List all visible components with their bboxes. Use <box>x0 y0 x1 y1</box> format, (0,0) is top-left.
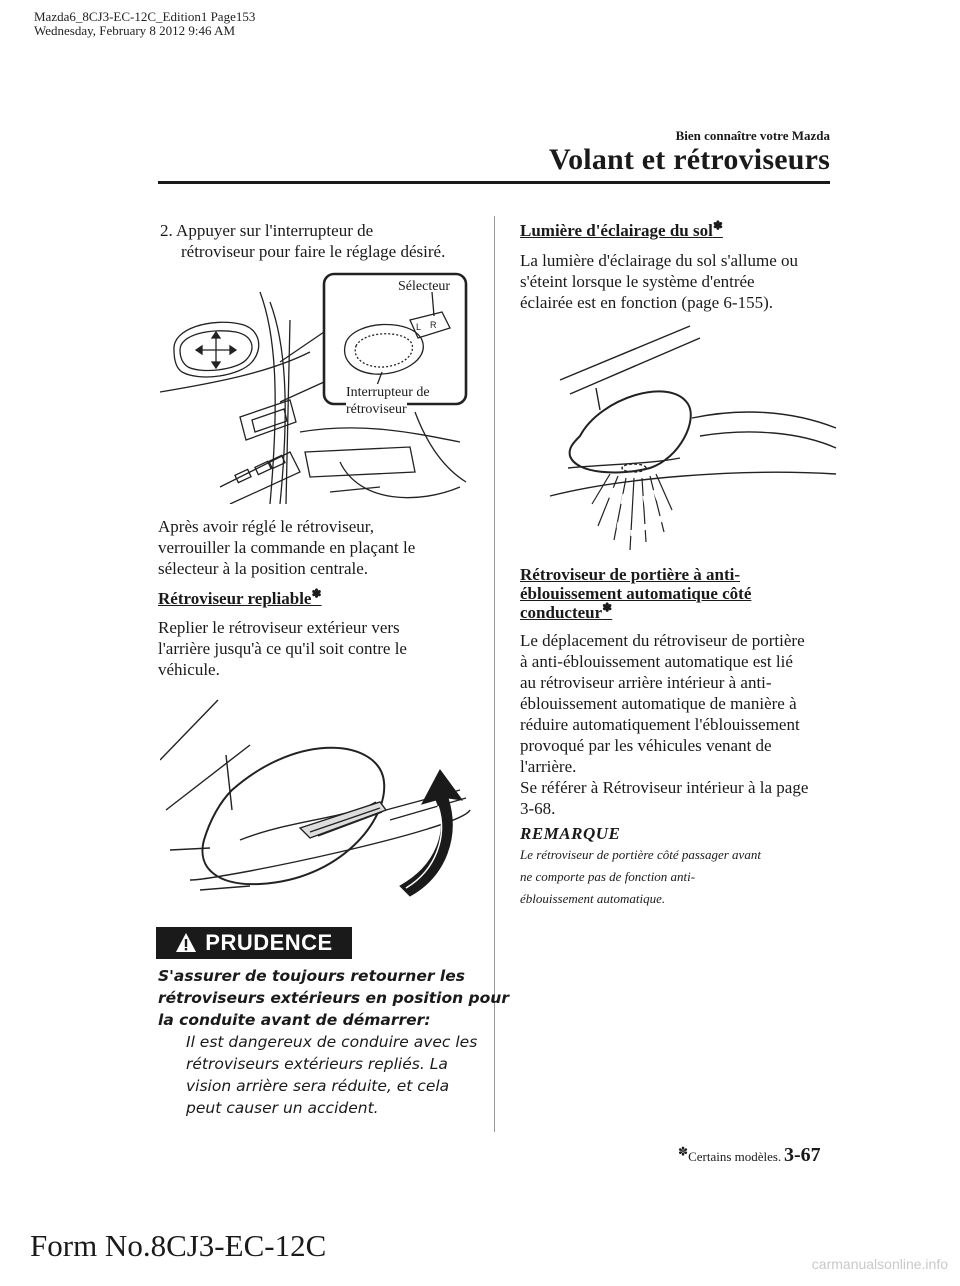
caution-bold-line: rétroviseurs extérieurs en position pour <box>158 989 509 1007</box>
star-icon: ✽ <box>712 218 723 233</box>
label-mirror-switch-2: rétroviseur <box>346 402 407 417</box>
after-adjust-line: sélecteur à la position centrale. <box>158 559 369 578</box>
star-icon: ✽ <box>311 586 322 601</box>
header-rule <box>158 181 830 184</box>
print-meta-line2: Wednesday, February 8 2012 9:46 AM <box>34 23 236 38</box>
auto-dimming-line: Le déplacement du rétroviseur de portière <box>520 631 805 650</box>
heading-auto-dimming-line: éblouissement automatique côté <box>520 584 752 603</box>
step-2-line2: rétroviseur pour faire le réglage désiré. <box>181 242 446 261</box>
star-icon: ✽ <box>678 1144 689 1159</box>
remark-heading: REMARQUE <box>520 824 621 843</box>
remark-line: ne comporte pas de fonction anti- <box>520 869 696 884</box>
caution-bold-line: la conduite avant de démarrer: <box>158 1011 431 1029</box>
heading-ground-light-text: Lumière d'éclairage du sol <box>520 221 713 240</box>
after-adjust-line: verrouiller la commande en plaçant le <box>158 538 416 557</box>
heading-auto-dimming-mirror <box>520 565 751 622</box>
auto-dimming-line: réduire automatiquement l'éblouissement <box>520 715 800 734</box>
heading-auto-dimming-line: Rétroviseur de portière à anti- <box>520 565 741 584</box>
caution-bold-paragraph <box>158 965 509 1031</box>
after-adjust-line: Après avoir réglé le rétroviseur, <box>158 517 374 536</box>
auto-dimming-line: Se référer à Rétroviseur intérieur à la page <box>520 778 809 797</box>
ground-light-line: s'éteint lorsque le système d'entrée <box>520 272 755 291</box>
heading-folding-mirror-text: Rétroviseur repliable <box>158 589 312 608</box>
heading-auto-dimming-line: conducteur <box>520 603 603 622</box>
heading-auto-dimming-line-last <box>520 600 751 622</box>
label-mirror-switch-1: Interrupteur de <box>346 385 430 400</box>
caution-text-line: peut causer un accident. <box>186 1099 379 1117</box>
auto-dimming-line: au rétroviseur arrière intérieur à anti- <box>520 673 772 692</box>
page-number: 3-67 <box>784 1144 821 1166</box>
auto-dimming-paragraph <box>520 630 808 819</box>
form-number: Form No.8CJ3-EC-12C <box>30 1228 327 1263</box>
warning-icon <box>175 932 197 954</box>
ground-light-paragraph <box>520 250 798 313</box>
auto-dimming-line: provoqué par les véhicules venant de <box>520 736 772 755</box>
caution-text-line: rétroviseurs extérieurs repliés. La <box>186 1055 448 1073</box>
auto-dimming-line: 3-68. <box>520 799 556 818</box>
heading-folding-mirror <box>158 586 322 608</box>
star-icon: ✽ <box>602 600 613 615</box>
heading-ground-light <box>520 218 723 240</box>
ground-light-illustration <box>540 318 840 554</box>
footnote-text: Certains modèles. <box>688 1149 782 1164</box>
label-selector: Sélecteur <box>398 279 451 294</box>
caution-text-paragraph <box>186 1031 477 1119</box>
remark-line: éblouissement automatique. <box>520 891 666 906</box>
caution-text-line: Il est dangereux de conduire avec les <box>186 1033 478 1051</box>
figure-folding-mirror <box>160 690 480 900</box>
figure-ground-light <box>540 318 840 554</box>
caution-text-line: vision arrière sera réduite, et cela <box>186 1077 450 1095</box>
auto-dimming-line: à anti-éblouissement automatique est lié <box>520 652 793 671</box>
remark-line: Le rétroviseur de portière côté passager avant <box>520 847 761 862</box>
svg-text:R: R <box>430 320 437 330</box>
ground-light-line: éclairée est en fonction (page 6-155). <box>520 293 773 312</box>
after-adjust-paragraph <box>158 516 415 579</box>
svg-text:L: L <box>416 322 422 332</box>
print-meta-line1: Mazda6_8CJ3-EC-12C_Edition1 Page153 <box>34 9 256 24</box>
page-title: Volant et rétroviseurs <box>548 143 830 176</box>
auto-dimming-line: éblouissement automatique de manière à <box>520 694 797 713</box>
ground-light-line: La lumière d'éclairage du sol s'allume ou <box>520 251 799 270</box>
folding-paragraph <box>158 617 407 680</box>
caution-banner <box>156 927 352 959</box>
remark-paragraph <box>520 844 761 910</box>
watermark: carmanualsonline.info <box>811 1256 948 1272</box>
auto-dimming-line: l'arrière. <box>520 757 577 776</box>
caution-label: PRUDENCE <box>205 930 333 955</box>
folding-line: véhicule. <box>158 660 220 679</box>
caution-bold-line: S'assurer de toujours retourner les <box>158 967 465 985</box>
footer-footnote <box>678 1144 782 1165</box>
folding-line: Replier le rétroviseur extérieur vers <box>158 618 400 637</box>
folding-mirror-illustration <box>160 690 480 900</box>
section-subtitle: Bien connaître votre Mazda <box>675 128 830 143</box>
folding-line: l'arrière jusqu'à ce qu'il soit contre le <box>158 639 407 658</box>
step-2-line1: 2. Appuyer sur l'interrupteur de <box>160 221 374 240</box>
